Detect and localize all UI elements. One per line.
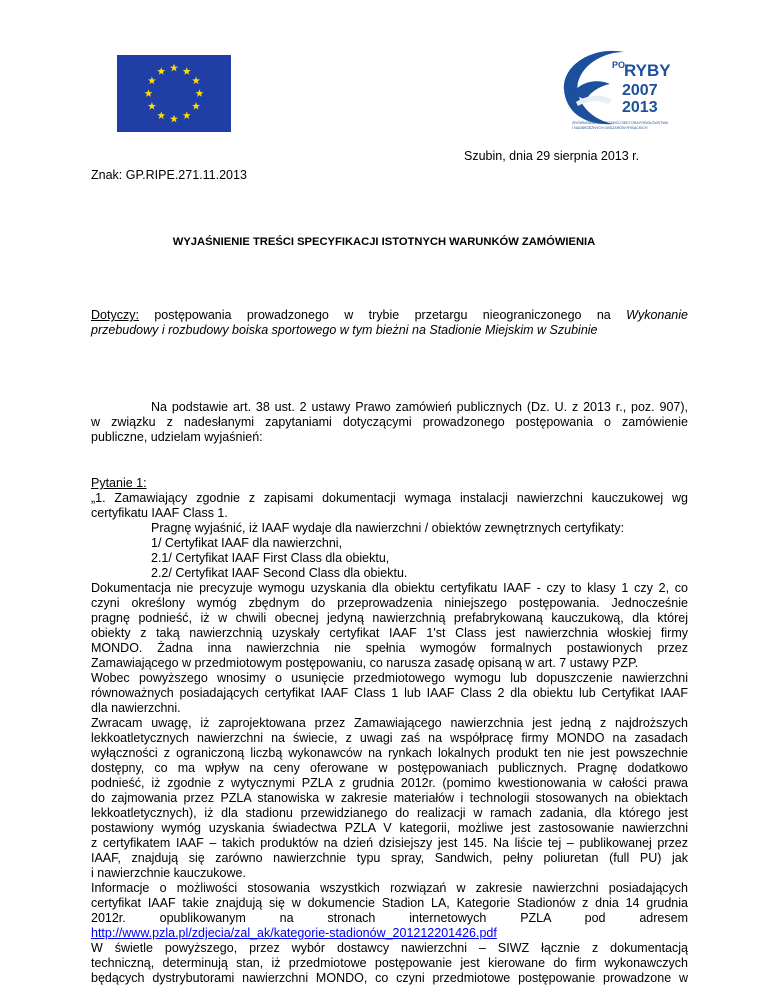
logo-year-start: 2007 [622, 82, 658, 99]
para4-line: IAAF, znajdują się zarówno nawierzchnie typu spray, Sandwich, pełny poliuretan (full PU) jak [91, 851, 688, 865]
para2-line: Dokumentacja nie precyzuje wymogu uzyskania dla obiektu certyfikatu IAAF - czy to klasy 1 czy 2, co [91, 581, 688, 595]
para2-last-line: Zamawiającego w przedmiotowym postępowaniu, co narusza zasadę opisaną w art. 7 ustawy PZP. [91, 656, 639, 670]
eu-star-icon [170, 115, 178, 123]
subject-line-2: przebudowy i rozbudowy boiska sportowego w tym bieżni na Stadionie Miejskim w Szubinie [91, 323, 598, 337]
para5-line: Informacje o możliwości stosowania wszystkich rozwiązań w zakresie nawierzchni posiadających [91, 881, 688, 895]
para4-line: podnieść, iż zgodnie z wytycznymi PZLA z grudnia 2012r. (pomimo kwestionowania w całości prawa [91, 776, 688, 790]
para6-line: techniczną, determinują stan, iż przedmiotowe postępowanie jest kierowane do firm wykonawczych [91, 956, 688, 970]
eu-star-icon [148, 102, 156, 110]
question-indented-3: 2.1/ Certyfikat IAAF First Class dla obiektu, [151, 551, 390, 565]
logo-po-text: PO [612, 60, 626, 70]
place-date: Szubin, dnia 29 sierpnia 2013 r. [464, 149, 640, 163]
question-indented-4: 2.2/ Certyfikat IAAF Second Class dla obiektu. [151, 566, 408, 580]
para5-url-line [91, 926, 688, 941]
subject-italic-start: Wykonanie [626, 308, 688, 322]
para4-line: do zajmowania przez PZLA stanowiska w zakresie materiałów i technologii stosowanych na obiektach [91, 791, 688, 805]
para4-line: postawiony wymóg uzyskania świadectwa PZLA V kategorii, możliwe jest zastosowanie nawierzchni [91, 821, 688, 835]
eu-star-icon [196, 89, 204, 97]
para3-line: Wobec powyższego wnosimy o usunięcie przedmiotowego wymogu lub dopuszczenie nawierzchni [91, 671, 688, 685]
document-title: WYJAŚNIENIE TREŚCI SPECYFIKACJI ISTOTNYCH WARUNKÓW ZAMÓWIENIA [172, 236, 596, 248]
para2-line: MONDO. Żadna inna nawierzchnia nie spełnia wymogów formalnych postawionych przez [91, 641, 688, 655]
eu-star-icon [157, 111, 165, 119]
para2-line: czyni określony wymóg zbędnym do przeprowadzenia niniejszego postępowania. Jednocześnie [91, 596, 688, 610]
subject-label: Dotyczy: [91, 308, 139, 322]
para5-line: 2012r. opublikowanym na stronach internetowych PZLA pod adresem [91, 911, 688, 925]
logo-year-end: 2013 [622, 99, 658, 116]
intro-line-3: publiczne, udzielam wyjaśnień: [91, 430, 263, 444]
para2-line: obiekty z taką nawierzchnią uzyskały certyfikat IAAF 1'st Class jest nawierzchnia włoskiej firmy [91, 626, 688, 640]
logo-brand-text: RYBY [624, 61, 670, 80]
question-indented-2: 1/ Certyfikat IAAF dla nawierzchni, [151, 536, 343, 550]
eu-star-icon [170, 64, 178, 72]
para4-line: wyłączności z ograniczoną liczbą wykonawców na rynkach lokalnych produkt ten nie jest powszechnie [91, 746, 688, 760]
para4-line: lekkoatletycznych), iż dla stadionu przewidzianego do realizacji w ramach zadania, dla którego jest [91, 806, 688, 820]
para5-line: certyfikat IAAF takie znajdują się w dokumencie Stadion LA, Kategorie Stadionów z dnia 14 grudnia [91, 896, 688, 910]
intro-line-1: Na podstawie art. 38 ust. 2 ustawy Prawo zamówień publicznych (Dz. U. z 2013 r., poz. 907), [151, 400, 688, 414]
reference-number: Znak: GP.RIPE.271.11.2013 [91, 168, 247, 182]
subject-text: postępowania prowadzonego w trybie przetargu nieograniczonego na [138, 308, 627, 322]
para3-last-line: dla nawierzchni. [91, 701, 181, 715]
question-line-1: „1. Zamawiający zgodnie z zapisami dokumentacji wymaga instalacji nawierzchni kauczukowej wg [91, 491, 688, 505]
logo-caption-line1: ZRÓWNOWAŻONY ROZWÓJ SEKTORA RYBOŁÓWSTWA [572, 121, 668, 125]
eu-flag-logo [117, 55, 231, 132]
question-indented-1: Pragnę wyjaśnić, iż IAAF wydaje dla nawierzchni / obiektów zewnętrznych certyfikaty: [151, 521, 625, 535]
logo-caption-line2: I NADBRZEŻNYCH OBSZARÓW RYBACKICH [572, 126, 648, 130]
para4-line: Zwracam uwagę, iż zaprojektowana przez Zamawiającego nawierzchnia jest jedną z najdroższych [91, 716, 688, 730]
para6-line: będących dystrybutorami nawierzchni MONDO, co czyni przedmiotowe postępowanie prowadzone w [91, 971, 688, 985]
para6-line: W świetle powyższego, przez wybór dostawcy nawierzchni – SIWZ łącznie z dokumentacją [91, 941, 688, 955]
intro-line-2: w związku z nadesłanymi zapytaniami dotyczącymi prowadzonego postępowania o zamówienie [91, 415, 688, 429]
eu-star-icon [183, 67, 191, 75]
eu-star-icon [148, 77, 156, 85]
para4-line: dostępny, co ma wpływ na ceny oferowane w postępowaniach publicznych. Pragnę dodatkowo [91, 761, 688, 775]
para3-line: równoważnych posiadających certyfikat IAAF Class 1 lub IAAF Class 2 dla obiektu lub Certyfikat IAAF [91, 686, 688, 700]
para4-line: lekkoatletycznych nawierzchni na świecie, z uwagi zaś na współpracę firmy MONDO na zasadach [91, 731, 688, 745]
question-line-2: certyfikatu IAAF Class 1. [91, 506, 228, 520]
question-label: Pytanie 1: [91, 476, 147, 490]
pzla-document-link[interactable]: http://www.pzla.pl/zdjecia/zal_ak/kategorie-stadionów_201212201426.pdf [91, 926, 497, 940]
eu-star-icon [145, 89, 153, 97]
para2-line: pragnę podnieść, iż w chwili obecnej jedyną nawierzchnią prefabrykowaną kauczukową, dla której [91, 611, 688, 625]
eu-star-icon [183, 111, 191, 119]
eu-star-icon [157, 67, 165, 75]
eu-star-icon [192, 102, 200, 110]
para4-last-line: i nawierzchnie kauczukowe. [91, 866, 246, 880]
eu-star-icon [192, 77, 200, 85]
po-ryby-logo [554, 42, 670, 138]
subject-line-1 [91, 308, 688, 323]
para4-line: z certyfikatem IAAF – takich produktów na dzień dzisiejszy jest 145. Na liście tej – publikowanej przez [91, 836, 688, 850]
